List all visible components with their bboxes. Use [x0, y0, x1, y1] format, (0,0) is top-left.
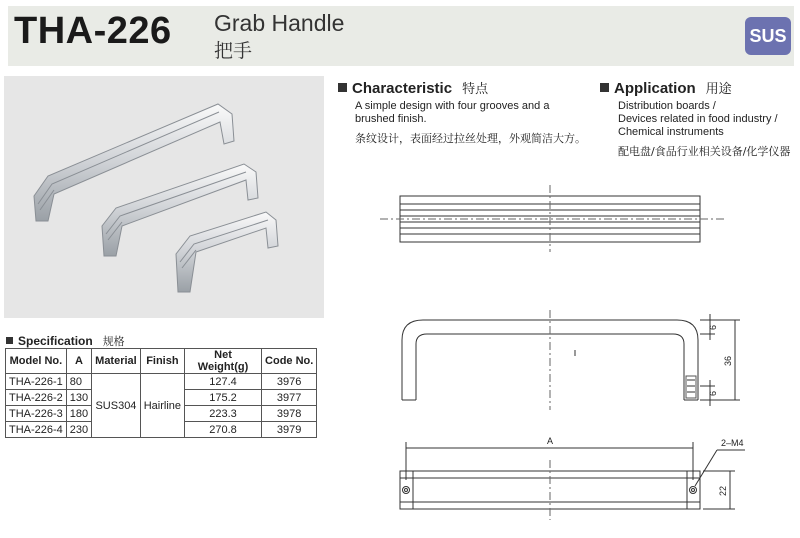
- handles-illustration: [4, 76, 324, 318]
- application-line-1: Distribution boards /: [618, 100, 716, 112]
- dim-a: A: [547, 436, 554, 446]
- application-line-3: Chemical instruments: [618, 126, 724, 138]
- specification-title-zh: 规格: [102, 335, 125, 348]
- product-name-en: Grab Handle: [214, 10, 345, 36]
- application-title-zh: 用途: [705, 82, 732, 97]
- dim-6-top: 6: [708, 324, 718, 330]
- column-header: Material: [92, 349, 141, 374]
- specification-title: Specification: [18, 334, 93, 348]
- a-cell: 130: [66, 390, 91, 406]
- column-header: Model No.: [6, 349, 67, 374]
- code-cell: 3976: [262, 374, 317, 390]
- a-cell: 230: [66, 422, 91, 438]
- application-zh: 配电盘/食品行业相关设备/化学仪器: [618, 145, 791, 158]
- dim-36: 36: [723, 355, 733, 366]
- column-header: A: [66, 349, 91, 374]
- column-header: Finish: [140, 349, 184, 374]
- a-cell: 80: [66, 374, 91, 390]
- characteristic-line-1: A simple design with four grooves and a: [355, 100, 550, 112]
- column-header: Net Weight(g): [185, 349, 262, 374]
- table-row: [6, 374, 317, 390]
- characteristic-line-2: brushed finish.: [355, 113, 427, 125]
- weight-cell: 270.8: [185, 422, 262, 438]
- weight-cell: 223.3: [185, 406, 262, 422]
- top-view: [380, 185, 725, 252]
- weight-cell: 175.2: [185, 390, 262, 406]
- dim-6-bottom: 6: [708, 390, 718, 396]
- characteristic-title-zh: 特点: [462, 82, 489, 97]
- application-line-2: Devices related in food industry /: [618, 113, 778, 125]
- model-cell: THA-226-2: [6, 390, 67, 406]
- technical-drawing: [335, 180, 795, 530]
- table-header-row: [6, 349, 317, 374]
- characteristic-title: Characteristic: [352, 80, 453, 97]
- finish-cell: Hairline: [140, 374, 184, 438]
- bullet-square-icon: [338, 83, 347, 92]
- model-cell: THA-226-3: [6, 406, 67, 422]
- material-cell: SUS304: [92, 374, 141, 438]
- characteristic-zh: 条纹设计，表面经过拉丝处理，外观简洁大方。: [355, 132, 586, 145]
- code-cell: 3979: [262, 422, 317, 438]
- code-cell: 3977: [262, 390, 317, 406]
- model-cell: THA-226-4: [6, 422, 67, 438]
- product-name-zh: 把手: [214, 40, 253, 62]
- specification-table: [5, 348, 317, 438]
- side-view: [402, 310, 740, 410]
- code-cell: 3978: [262, 406, 317, 422]
- front-view: [400, 442, 745, 520]
- product-photo: [4, 76, 324, 318]
- weight-cell: 127.4: [185, 374, 262, 390]
- characteristic-heading: [338, 78, 488, 97]
- bullet-square-icon: [600, 83, 609, 92]
- bullet-square-icon: [6, 337, 13, 344]
- specification-heading: [6, 333, 125, 349]
- material-badge: SUS: [745, 17, 791, 55]
- dim-22: 22: [718, 485, 728, 496]
- application-title: Application: [614, 80, 696, 97]
- application-heading: [600, 78, 732, 97]
- model-title: THA-226: [14, 10, 172, 52]
- column-header: Code No.: [262, 349, 317, 374]
- a-cell: 180: [66, 406, 91, 422]
- thread-callout: 2–M4: [721, 438, 744, 448]
- model-cell: THA-226-1: [6, 374, 67, 390]
